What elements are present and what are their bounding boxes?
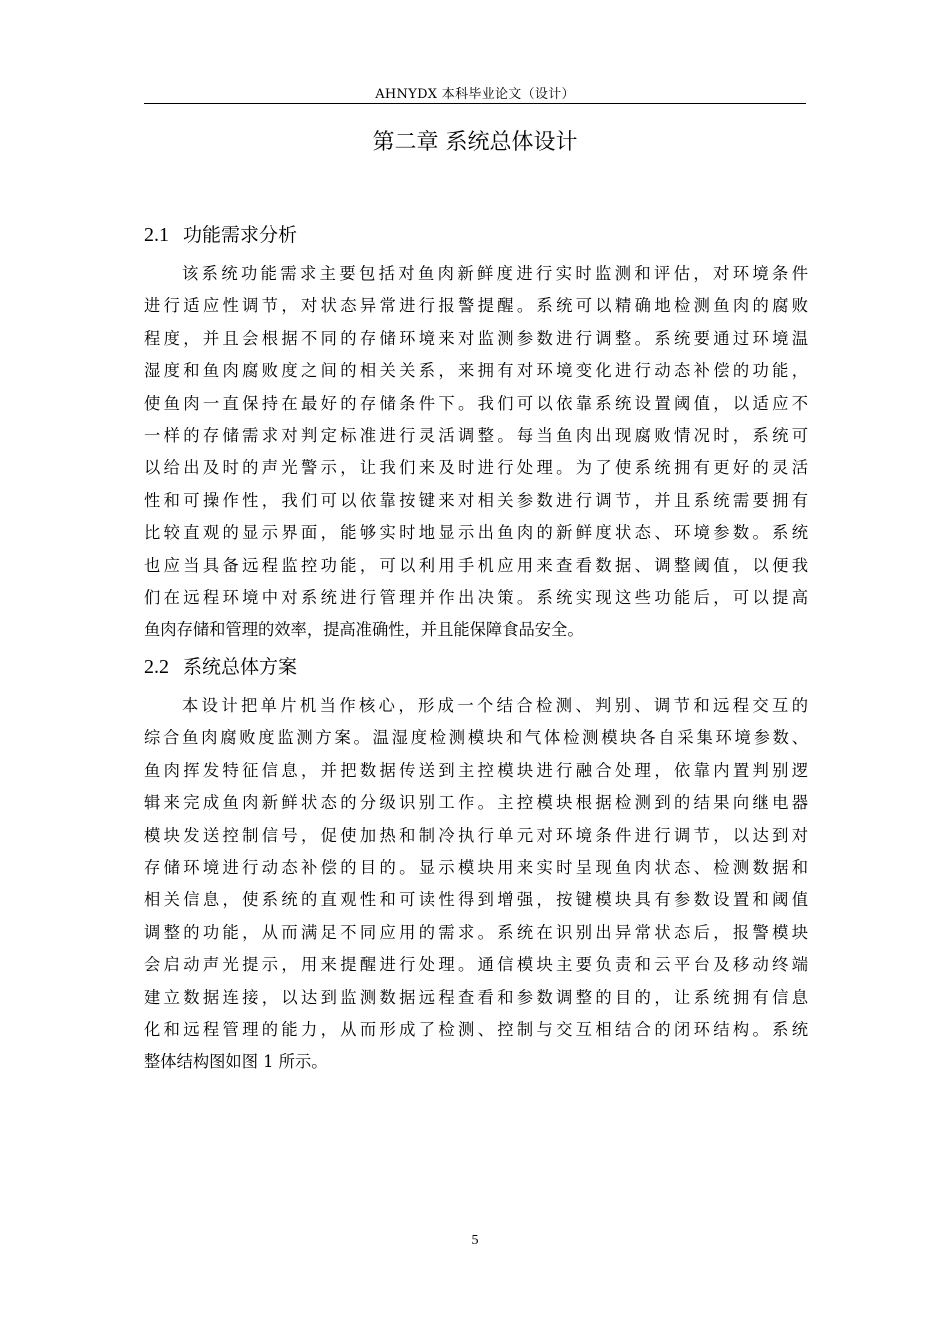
paragraph-line: 也应当具备远程监控功能，可以利用手机应用来查看数据、调整阈值，以便我 <box>144 555 808 575</box>
paragraph-line: 程度，并且会根据不同的存储环境来对监测参数进行调整。系统要通过环境温 <box>144 328 808 348</box>
paragraph-line: 整体结构图如图 1 所示。 <box>144 1052 328 1072</box>
paragraph-line: 该系统功能需求主要包括对鱼肉新鲜度进行实时监测和评估，对环境条件 <box>182 264 808 283</box>
paragraph-line: 综合鱼肉腐败度监测方案。温湿度检测模块和气体检测模块各自采集环境参数、 <box>144 728 808 748</box>
paragraph-line: 湿度和鱼肉腐败度之间的相关关系，来拥有对环境变化进行动态补偿的功能， <box>144 361 808 381</box>
paragraph-line: 一样的存储需求对判定标准进行灵活调整。每当鱼肉出现腐败情况时，系统可 <box>144 425 808 445</box>
section-2-2-paragraph <box>144 690 808 1079</box>
paragraph-line: 使鱼肉一直保持在最好的存储条件下。我们可以依靠系统设置阈值，以适应不 <box>144 393 808 413</box>
page-number: 5 <box>471 1233 479 1248</box>
paragraph-line: 们在远程环境中对系统进行管理并作出决策。系统实现这些功能后，可以提高 <box>144 587 808 607</box>
section-number: 2.1 <box>144 224 169 246</box>
paragraph-line: 建立数据连接，以达到监测数据远程查看和参数调整的目的，让系统拥有信息 <box>144 987 808 1007</box>
section-number: 2.2 <box>144 656 169 678</box>
section-heading-2-2 <box>144 651 806 683</box>
paragraph-line: 调整的功能，从而满足不同应用的需求。系统在识别出异常状态后，报警模块 <box>144 922 808 942</box>
paragraph-line: 以给出及时的声光警示，让我们来及时进行处理。为了使系统拥有更好的灵活 <box>144 458 808 478</box>
paragraph-line: 会启动声光提示，用来提醒进行处理。通信模块主要负责和云平台及移动终端 <box>144 955 808 975</box>
section-title: 系统总体方案 <box>183 656 298 678</box>
paragraph-line: 本设计把单片机当作核心，形成一个结合检测、判别、调节和远程交互的 <box>182 696 808 715</box>
header-text: AHNYDX 本科毕业论文（设计） <box>375 87 575 102</box>
paragraph-line: 模块发送控制信号，促使加热和制冷执行单元对环境条件进行调节，以达到对 <box>144 825 808 845</box>
header-divider <box>144 103 806 104</box>
section-2-1-paragraph <box>144 258 808 647</box>
section-heading-2-1 <box>144 219 806 251</box>
chapter-title: 第二章 系统总体设计 <box>372 130 578 155</box>
paragraph-line: 进行适应性调节，对状态异常进行报警提醒。系统可以精确地检测鱼肉的腐败 <box>144 296 808 316</box>
section-title: 功能需求分析 <box>183 224 298 246</box>
paragraph-line: 性和可操作性，我们可以依靠按键来对相关参数进行调节，并且系统需要拥有 <box>144 490 808 510</box>
paragraph-line: 鱼肉存储和管理的效率，提高准确性，并且能保障食品安全。 <box>144 620 584 640</box>
paragraph-line: 相关信息，使系统的直观性和可读性得到增强，按键模块具有参数设置和阈值 <box>144 890 808 910</box>
paragraph-line: 比较直观的显示界面，能够实时地显示出鱼肉的新鲜度状态、环境参数。系统 <box>144 523 808 543</box>
paragraph-line: 辑来完成鱼肉新鲜状态的分级识别工作。主控模块根据检测到的结果向继电器 <box>144 793 808 813</box>
paragraph-line: 鱼肉挥发特征信息，并把数据传送到主控模块进行融合处理，依靠内置判别逻 <box>144 760 808 780</box>
paragraph-line: 存储环境进行动态补偿的目的。显示模块用来实时呈现鱼肉状态、检测数据和 <box>144 857 808 877</box>
paragraph-line: 化和远程管理的能力，从而形成了检测、控制与交互相结合的闭环结构。系统 <box>144 1019 808 1039</box>
